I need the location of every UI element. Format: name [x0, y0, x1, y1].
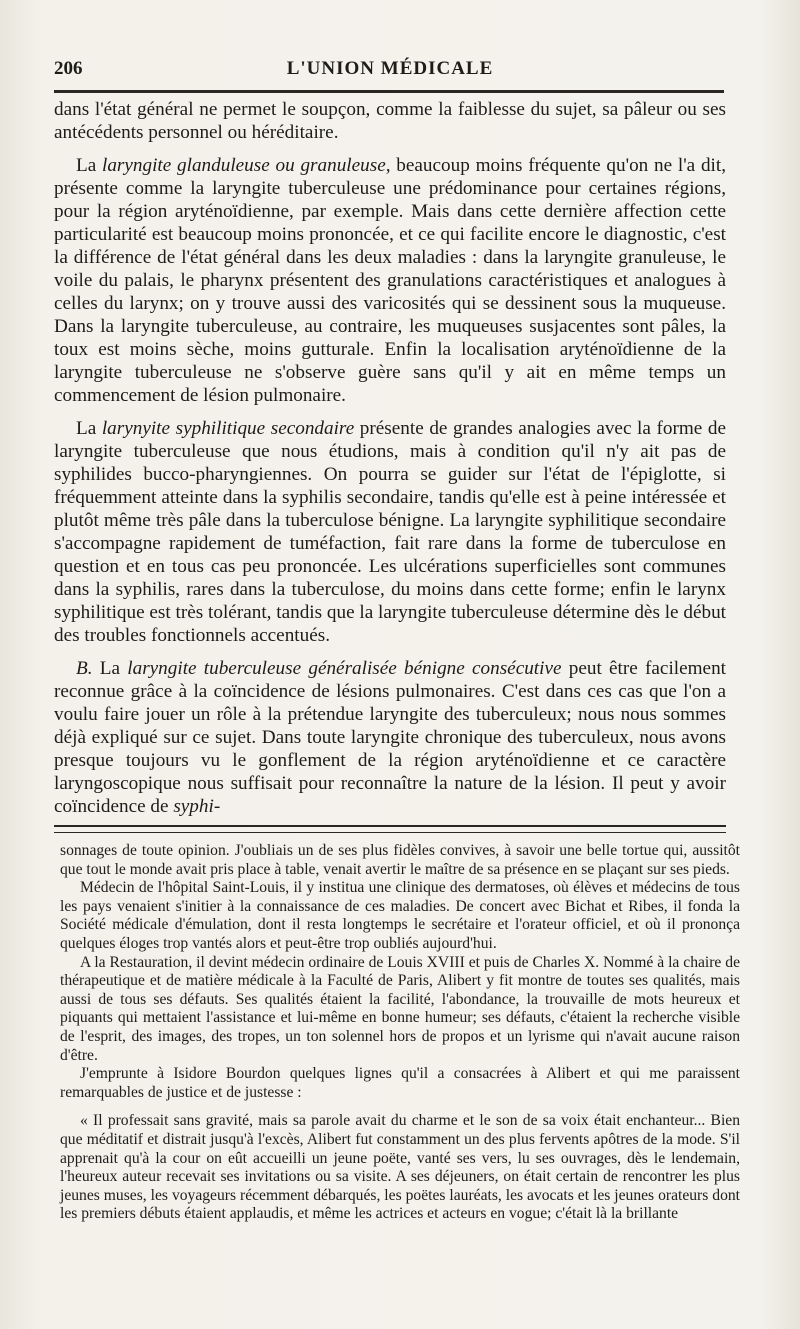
paragraph-2-start: La — [76, 155, 102, 176]
paragraph-4 — [54, 657, 726, 818]
paragraph-4-italic: laryngite tuberculeuse généralisée bénigne consécutive — [127, 658, 562, 679]
page-number: 206 — [54, 58, 83, 79]
paragraph-3-rest: présente de grandes analogies avec la forme de laryngite tuberculeuse que nous étudions, mais à condition qu'il n'y ait pas de syphilides bucco-pharyngiennes. On pourra se guider sur l'état de l'épiglotte, si fréquemment atteinte dans la syphilis secondaire, tandis qu'elle est à peine intéressée et plutôt même très pâle dans la tuberculose bénigne. La laryngite syphilitique secondaire s'accompagne rapidement de tuméfaction, fait rare dans la forme de tuberculose en question et en tous cas peu prononcée. Les ulcérations superficielles sont communes dans la syphilis, rares dans la tuberculose, du moins dans cette forme; enfin le larynx syphilitique est très tolérant, tandis que la laryngite tuberculeuse détermine dès le début des troubles fonctionnels accentués. — [54, 418, 727, 646]
feuilleton-paragraph-4: J'emprunte à Isidore Bourdon quelques lignes qu'il a consacrées à Alibert et qui me paraissent remarquables de justice et de justesse : — [60, 1065, 740, 1101]
feuilleton-paragraph-3: A la Restauration, il devint médecin ordinaire de Louis XVIII et puis de Charles X. Nommé à la chaire de thérapeutique et de matière médicale à la Faculté de Paris, Alibert y fit montre de toutes ses qualités, mais aussi de tous ses défauts. Ses qualités étaient la facilité, l'abondance, la trouvaille de mots heureux et piquants qui mettaient l'assistance et lui-même en bonne humeur; ses défauts, c'étaient la recherche visible de l'esprit, des images, des tropes, un ton solennel hors de propos et un lyrisme qui n'avait aucune raison d'être. — [60, 953, 740, 1064]
paragraph-2-rest: beaucoup moins fréquente qu'on ne l'a dit, présente comme la laryngite tuberculeuse une prédominance pour certaines régions, pour la région aryténoïdienne, par exemple. Mais dans cette dernière affection cette particularité est beaucoup moins prononcée, et ce qui facilite encore le diagnostic, c'est la différence de l'état général dans les deux maladies : dans la laryngite granuleuse, le voile du palais, le pharynx présentent des granulations caractéristiques et analogues à celles du larynx; on y trouve aussi des varicosités qui se dessinent sous la muqueuse. Dans la laryngite tuberculeuse, au contraire, les muqueuses susjacentes sont pâles, la toux est moins sèche, moins gutturale. Enfin la localisation aryténoïdienne de la laryngite tuberculeuse ne s'observe guère sans qu'il y ait en même temps un commencement de lésion pulmonaire. — [54, 155, 726, 406]
paragraph-2 — [54, 154, 726, 407]
feuilleton-section — [60, 842, 740, 1224]
paragraph-4-end-italic: syphi- — [173, 796, 221, 817]
feuilleton-paragraph-1: sonnages de toute opinion. J'oubliais un de ses plus fidèles convives, à savoir une belle tortue qui, aussitôt que tout le monde avait pris place à table, venait avertir le maître de sa présence en se plaçant sur ses pieds. — [60, 842, 740, 878]
main-article — [54, 98, 726, 818]
paragraph-4-label: B. — [76, 658, 93, 679]
running-title: L'UNION MÉDICALE — [286, 58, 494, 79]
feuilleton-separator — [54, 825, 726, 833]
paragraph-3 — [54, 417, 726, 647]
feuilleton-quote: « Il professait sans gravité, mais sa parole avait du charme et le son de sa voix était enchanteur... Bien que méditatif et distrait jusqu'à l'excès, Alibert fut constamment un des plus fervents apôtres de la mode. S'il apprenait qu'à la cour on eût accueilli un jeune poëte, vanté ses vers, lu ses ouvrages, dès le lendemain, l'heureux auteur recevait ses invitations ou sa visite. A ses déjeuners, on était certain de rencontrer les plus jeunes muses, les voyageurs récemment débarqués, les poëtes lauréats, les avocats et les jeunes orateurs dont les premiers débuts étaient applaudis, et même les actrices et acteurs en vogue; c'était là la brillante — [60, 1112, 740, 1223]
paragraph-1: dans l'état général ne permet le soupçon, comme la faiblesse du sujet, sa pâleur ou ses antécédents personnel ou héréditaire. — [54, 99, 726, 143]
header-rule — [54, 90, 724, 93]
paragraph-3-italic: larynyite syphilitique secondaire — [101, 418, 355, 439]
feuilleton-paragraph-2: Médecin de l'hôpital Saint-Louis, il y institua une clinique des dermatoses, où élèves et médecins de tous les pays venaient s'initier à la connaissance de ces maladies. De concert avec Bichat et Ribes, il fonda la Société médicale d'émulation, dont il resta longtemps le secrétaire et l'orateur officiel, et où il prononça quelques éloges trop vantés alors et peut-être trop oubliés aujourd'hui. — [60, 879, 740, 952]
paragraph-4-rest: peut être facilement reconnue grâce à la coïncidence de lésions pulmonaires. C'est dans ces cas que l'on a voulu faire jouer un rôle à la prétendue laryngite des tuberculeux; nous nous sommes déjà expliqué sur ce sujet. Dans toute laryngite chronique des tuberculeux, nous avons presque toujours vu le gonflement de la région aryténoïdienne et ce caractère laryngoscopique nous suffisait pour reconnaître la nature de la lésion. Il peut y avoir coïncidence de — [54, 658, 726, 817]
paragraph-3-start: La — [76, 418, 102, 439]
page-header — [54, 58, 726, 84]
paragraph-4-start: La — [92, 658, 128, 679]
paragraph-2-italic: laryngite glanduleuse ou granuleuse, — [102, 155, 391, 176]
